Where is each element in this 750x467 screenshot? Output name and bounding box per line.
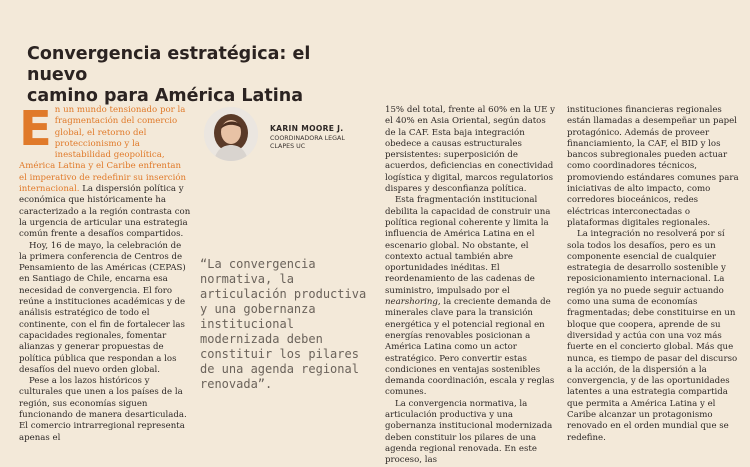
pull-quote: “La convergencia normativa, la articulación productiva y una gobernanza institucional modernizada deben constituir los pilares de una agenda regional renovada”.: [200, 257, 367, 391]
paragraph-5-end: , la creciente demanda de minerales clave para la transición energética y el potencial regional en energías renovables posicionan a América Latina como un actor estratégico. Pero convertir estas condiciones en ventajas sostenibles demanda coordinación, escala y reglas comunes.: [385, 297, 555, 398]
nearshoring-term: nearshoring: [385, 297, 438, 308]
paragraph-1: [19, 101, 191, 241]
headline-line-1: Convergencia estratégica: el nuevo: [27, 44, 311, 85]
article-column-4: [567, 105, 742, 444]
paragraph-5: [385, 195, 555, 398]
paragraph-4: 15% del total, frente al 60% en la UE y el 40% en Asia Oriental, según datos de la CAF. Esta baja integración obedece a causas estructurales persistentes: superposición de acuerdos, deficiencias en conectividad logística y digital, marcos regulatorios dispares y desconfianza política.: [385, 105, 555, 195]
article-headline: [27, 44, 357, 107]
paragraph-7: instituciones financieras regionales están llamadas a desempeñar un papel protagónico. Además de proveer financiamiento, la CAF, el BID y los bancos subregionales pueden actuar como coordinadores técnicos, promoviendo estándares comunes para iniciativas de alto impacto, como corredores bioceánicos, redes eléctricas interconectadas o plataformas digitales regionales.: [567, 105, 739, 228]
paragraph-8: La integración no resolverá por sí sola todos los desafíos, pero es un componente esencial de cualquier estrategia de desarrollo sostenible y reposicionamiento internacional. La región ya no puede seguir actuando como una suma de economías fragmentadas; debe constituirse en un bloque que coopera, aprende de su diversidad y actúa con una voz más fuerte en el concierto global. Más que nunca, es tiempo de pasar del discurso a la acción, de la dispersión a la convergencia, y de las oportunidades latentes a una estrategia compartida que permita a América Latina y el Caribe alcanzar un protagonismo renovado en el orden mundial que se redefine.: [567, 229, 738, 443]
paragraph-1-rest: La dispersión política y económica que históricamente ha caracterizado a la región contrasta con la urgencia de articular una estrategia común frente a desafíos compartidos.: [19, 184, 191, 240]
author-photo: [204, 107, 258, 161]
author-role: [270, 135, 380, 151]
paragraph-3: Pese a los lazos históricos y culturales que unen a los países de la región, sus economías siguen funcionando de manera desarticulada. El comercio intrarregional representa apenas el: [19, 376, 187, 443]
headline-line-2: camino para América Latina: [27, 86, 304, 106]
author-name: KARIN MOORE J.: [270, 124, 344, 133]
drop-cap: E: [19, 101, 52, 157]
paragraph-2: Hoy, 16 de mayo, la celebración de la primera conferencia de Centros de Pensamiento de las Américas (CEPAS) en Santiago de Chile, encarna esa necesidad de convergencia. El foro reúne a instituciones académicas y de análisis estratégico de todo el continente, con el fin de fortalecer las capacidades regionales, fomentar alianzas y generar propuestas de política pública que respondan a los desafíos del nuevo orden global.: [19, 240, 186, 375]
lead-highlight-text: n un mundo tensionado por la fragmentación del comercio global, el retorno del proteccionismo y la inestabilidad geopolítica, América Latina y el Caribe enfrentan el imperativo de redefinir su inserción internacional.: [19, 105, 187, 195]
author-role-line-1: COORDINADORA LEGAL: [270, 135, 345, 142]
article-column-1: [19, 101, 191, 444]
author-portrait-illustration: [204, 107, 258, 161]
paragraph-5-start: Esta fragmentación institucional debilita la capacidad de construir una política regional coherente y limita la influencia de América Latina en el escenario global. No obstante, el contexto actual también abre oportunidades inéditas. El reordenamiento de las cadenas de suministro, impulsado por el: [385, 195, 551, 296]
article-column-3: [385, 105, 555, 467]
author-role-line-2: CLAPES UC: [270, 143, 306, 150]
paragraph-6: La convergencia normativa, la articulación productiva y una gobernanza institucional modernizada deben constituir los pilares de una agenda regional renovada. En este proceso, las: [385, 398, 553, 466]
